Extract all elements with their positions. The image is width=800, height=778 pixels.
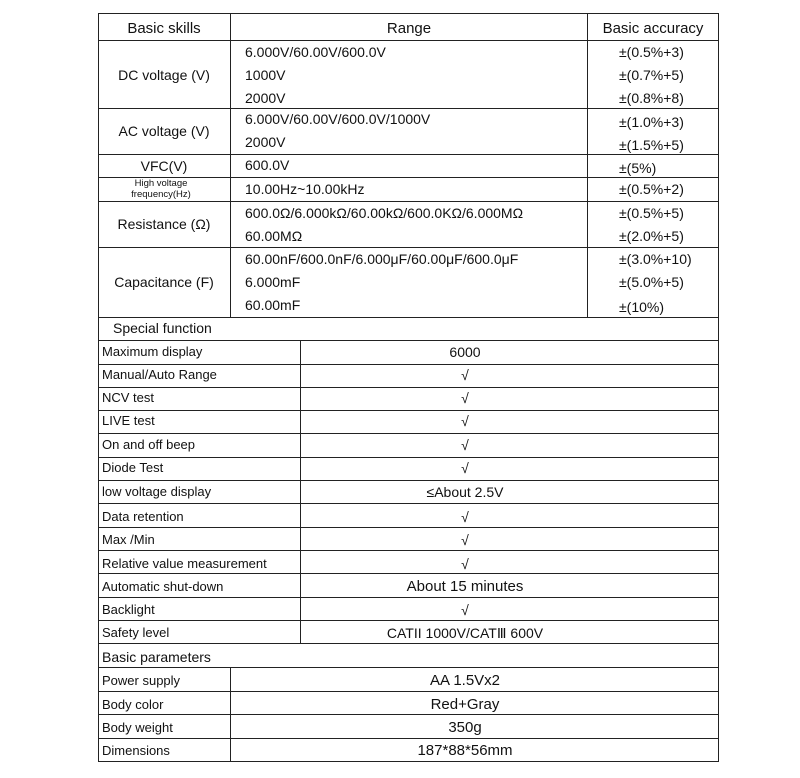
grid-line xyxy=(99,201,718,202)
skill-capacitance: Capacitance (F) xyxy=(114,274,214,290)
special-value: 6000 xyxy=(449,344,481,360)
grid-line xyxy=(99,550,718,551)
grid-line xyxy=(99,480,718,481)
special-value: √ xyxy=(461,437,469,453)
skill-dc-voltage: DC voltage (V) xyxy=(118,67,210,83)
range-cell: 6.000V/60.00V/600.0V/1000V xyxy=(245,111,431,127)
special-label: Relative value measurement xyxy=(102,556,267,571)
special-label: On and off beep xyxy=(102,437,196,452)
accuracy-cell: ±(1.5%+5) xyxy=(619,137,684,153)
spec-table xyxy=(98,13,719,762)
range-cell: 60.00MΩ xyxy=(245,228,303,244)
grid-line xyxy=(99,643,718,644)
grid-line xyxy=(99,387,718,388)
special-label: Data retention xyxy=(102,509,184,524)
param-label: Body color xyxy=(102,697,164,712)
accuracy-cell: ±(5.0%+5) xyxy=(619,274,684,290)
header-accuracy: Basic accuracy xyxy=(602,20,704,37)
grid-line xyxy=(99,340,718,341)
skill-ac-voltage: AC voltage (V) xyxy=(118,123,210,139)
special-value: ≤About 2.5V xyxy=(426,484,504,500)
accuracy-cell: ±(0.5%+3) xyxy=(619,44,684,60)
range-cell: 1000V xyxy=(245,67,286,83)
special-label: Max /Min xyxy=(102,532,155,547)
grid-line xyxy=(99,667,718,668)
accuracy-cell: ±(1.0%+3) xyxy=(619,114,684,130)
grid-line xyxy=(99,597,718,598)
grid-line xyxy=(99,714,718,715)
header-skills: Basic skills xyxy=(127,20,201,37)
special-value: √ xyxy=(461,532,469,548)
special-label: Manual/Auto Range xyxy=(102,367,217,382)
special-value: √ xyxy=(461,460,469,476)
grid-line xyxy=(300,340,301,643)
skill-hv-frequency-line1: High voltage xyxy=(134,178,188,189)
param-label: Power supply xyxy=(102,673,181,688)
grid-line xyxy=(99,527,718,528)
header-range: Range xyxy=(386,20,432,37)
grid-line xyxy=(587,14,588,317)
accuracy-cell: ±(0.5%+2) xyxy=(619,181,684,197)
special-label: low voltage display xyxy=(102,484,212,499)
special-label: Maximum display xyxy=(102,344,203,359)
range-cell: 600.0V xyxy=(245,157,290,173)
grid-line xyxy=(99,154,718,155)
grid-line xyxy=(99,433,718,434)
accuracy-cell: ±(3.0%+10) xyxy=(619,251,692,267)
range-cell: 60.00nF/600.0nF/6.000μF/60.00μF/600.0μF xyxy=(245,251,519,267)
special-label: Safety level xyxy=(102,625,170,640)
accuracy-cell: ±(0.7%+5) xyxy=(619,67,684,83)
grid-line xyxy=(99,457,718,458)
grid-line xyxy=(99,317,718,318)
special-value: √ xyxy=(461,390,469,406)
accuracy-cell: ±(5%) xyxy=(619,160,657,176)
accuracy-cell: ±(2.0%+5) xyxy=(619,228,684,244)
grid-line xyxy=(99,108,718,109)
range-cell: 2000V xyxy=(245,90,286,106)
range-cell: 60.00mF xyxy=(245,297,301,313)
grid-line xyxy=(99,573,718,574)
param-value: 187*88*56mm xyxy=(417,742,513,759)
range-cell: 6.000mF xyxy=(245,274,301,290)
range-cell: 600.0Ω/6.000kΩ/60.00kΩ/600.0KΩ/6.000MΩ xyxy=(245,205,524,221)
param-value: AA 1.5Vx2 xyxy=(429,672,501,689)
grid-line xyxy=(99,177,718,178)
grid-line xyxy=(230,667,231,762)
accuracy-cell: ±(0.5%+5) xyxy=(619,205,684,221)
special-label: NCV test xyxy=(102,390,155,405)
section-title-basic-parameters: Basic parameters xyxy=(102,649,211,665)
grid-line xyxy=(99,410,718,411)
skill-vfc: VFC(V) xyxy=(140,158,188,174)
param-value: Red+Gray xyxy=(430,696,500,713)
param-label: Dimensions xyxy=(102,743,170,758)
grid-line xyxy=(99,691,718,692)
special-value: √ xyxy=(461,602,469,618)
grid-line xyxy=(99,247,718,248)
grid-line xyxy=(99,40,718,41)
grid-line xyxy=(99,364,718,365)
grid-line xyxy=(99,620,718,621)
special-value: CATII 1000V/CATⅢ 600V xyxy=(386,625,544,641)
special-value: √ xyxy=(461,413,469,429)
special-value: About 15 minutes xyxy=(406,578,524,595)
accuracy-cell: ±(0.8%+8) xyxy=(619,90,684,106)
special-label: LIVE test xyxy=(102,413,155,428)
param-value: 350g xyxy=(448,719,482,736)
section-title-special-function: Special function xyxy=(113,320,212,336)
param-label: Body weight xyxy=(102,720,173,735)
special-value: √ xyxy=(461,367,469,383)
special-value: √ xyxy=(461,509,469,525)
range-cell: 6.000V/60.00V/600.0V xyxy=(245,44,386,60)
grid-line xyxy=(230,14,231,317)
grid-line xyxy=(99,738,718,739)
special-label: Diode Test xyxy=(102,460,164,475)
grid-line xyxy=(99,503,718,504)
range-cell: 10.00Hz~10.00kHz xyxy=(245,181,365,197)
special-label: Backlight xyxy=(102,602,155,617)
accuracy-cell: ±(10%) xyxy=(619,299,665,315)
special-value: √ xyxy=(461,556,469,572)
special-label: Automatic shut-down xyxy=(102,579,224,594)
skill-resistance: Resistance (Ω) xyxy=(117,216,211,232)
range-cell: 2000V xyxy=(245,134,286,150)
skill-hv-frequency-line2: frequency(Hz) xyxy=(131,189,191,200)
